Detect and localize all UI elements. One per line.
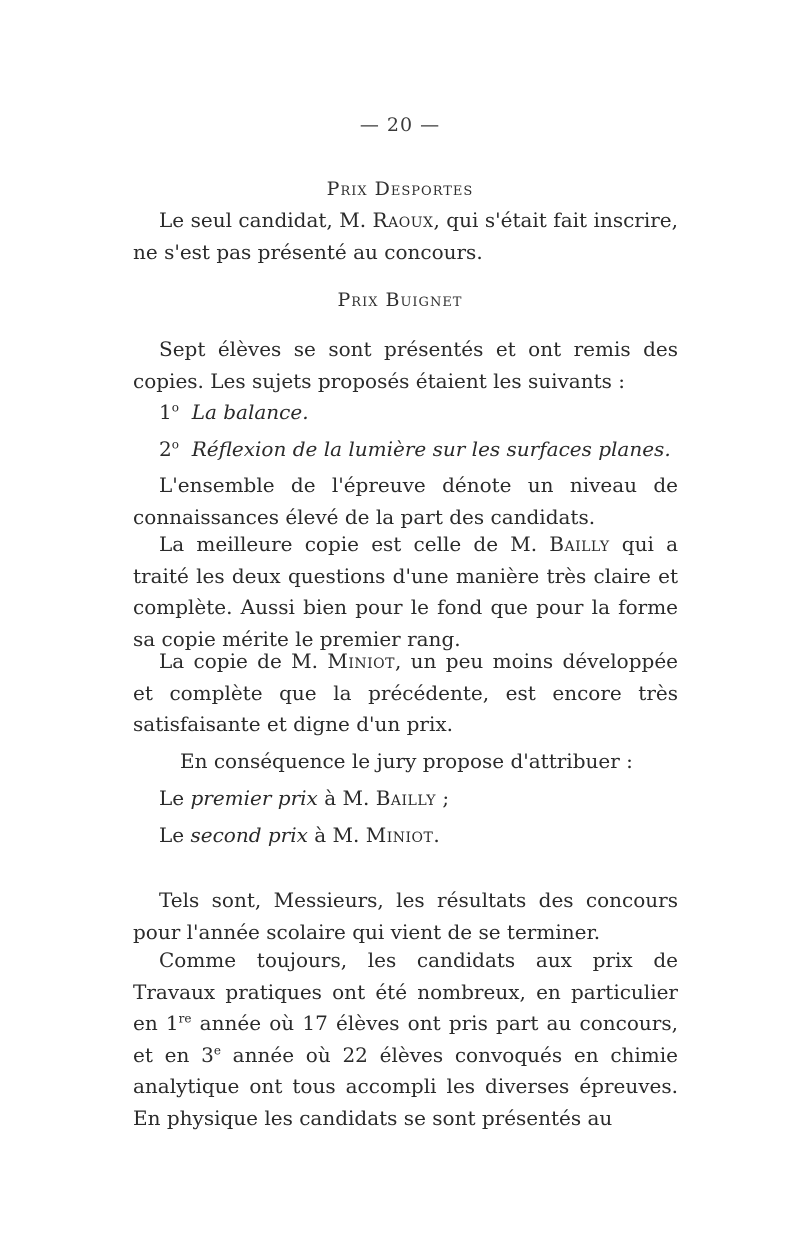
text: Le	[159, 823, 191, 847]
text: Le seul candidat, M.	[159, 208, 373, 232]
paragraph-conclusion-1: Tels sont, Messieurs, les résultats des concours pour l'année scolaire qui vient de se terminer.	[133, 888, 678, 944]
text: La copie de M.	[159, 649, 328, 673]
paragraph-ensemble: L'ensemble de l'épreuve dénote un niveau de connaissances élevé de la part des candidats.	[133, 473, 678, 529]
paragraph-desportes	[133, 205, 678, 268]
award-premier-prix	[159, 783, 449, 815]
candidate-name: Miniot	[365, 823, 434, 847]
text: , qui s'était fait inscrire, ne s'est pas présenté au concours.	[133, 208, 678, 264]
subject-title: Réflexion de la lumière sur les surfaces planes.	[191, 437, 671, 461]
text: année où 22 élèves convoqués en chimie analytique ont tous accompli les diverses épreuves. En physique les candidats se sont présentés au	[133, 1042, 678, 1130]
text: à M.	[317, 786, 376, 810]
subject-number: 1	[159, 400, 172, 424]
text: Comme toujours, les candidats aux prix de Travaux pratiques ont été nombreux, en particulier en 1	[133, 948, 678, 1035]
paragraph-buignet-intro: Sept élèves se sont présentés et ont remis des copies. Les sujets proposés étaient les suivants :	[133, 337, 678, 393]
ordinal-marker: o	[171, 437, 179, 452]
candidate-name: Bailly	[375, 786, 436, 810]
ordinal-marker: re	[178, 1011, 192, 1026]
text: année où 17 élèves ont pris part au concours, et en 3	[133, 1011, 678, 1067]
award-title: second prix	[190, 823, 308, 847]
subject-2	[159, 434, 671, 466]
paragraph-conclusion-2	[133, 945, 678, 1134]
text: , un peu moins développée et complète que la précédente, est encore très satisfaisante et digne d'un prix.	[133, 649, 679, 736]
paragraph-meilleure-copie	[133, 529, 678, 655]
ordinal-marker: e	[213, 1042, 221, 1057]
award-second-prix	[159, 820, 440, 852]
award-title: premier prix	[190, 786, 318, 810]
heading-prix-desportes: Prix Desportes	[326, 178, 474, 200]
text: .	[433, 823, 440, 847]
heading-prix-buignet: Prix Buignet	[337, 289, 463, 311]
candidate-name: Miniot	[327, 649, 395, 673]
candidate-name: Bailly	[549, 532, 610, 556]
text: Le	[159, 786, 191, 810]
text: à M.	[307, 823, 366, 847]
paragraph-copie-miniot	[133, 646, 678, 741]
page-number: — 20 —	[359, 114, 441, 136]
subject-number: 2	[159, 437, 172, 461]
text: qui a traité les deux questions d'une manière très claire et complète. Aussi bien pour le fond que pour la forme sa copie mérite le premier rang.	[133, 532, 678, 651]
text: ;	[435, 786, 450, 810]
ordinal-marker: o	[171, 400, 179, 415]
text: La meilleure copie est celle de M.	[159, 532, 550, 556]
subject-title: La balance.	[191, 400, 309, 424]
consequence-line: En conséquence le jury propose d'attribuer :	[180, 749, 633, 773]
candidate-name: Raoux	[372, 208, 434, 232]
subject-1	[159, 397, 309, 429]
